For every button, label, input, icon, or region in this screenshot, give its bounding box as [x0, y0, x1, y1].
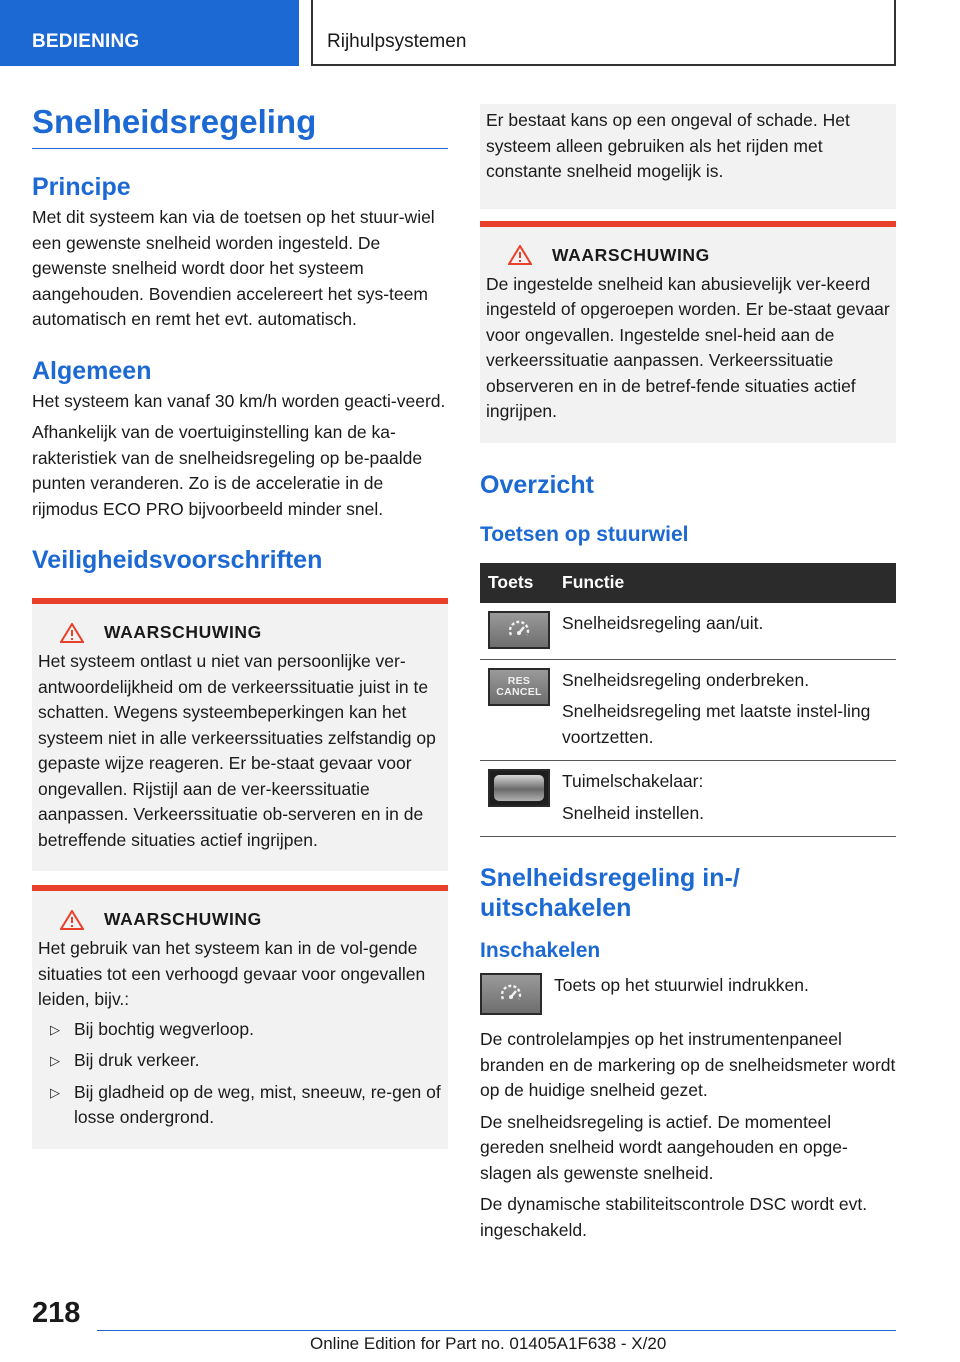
warning-triangle-icon — [508, 245, 532, 265]
heading-veiligheid: Veiligheidsvoorschriften — [32, 546, 323, 574]
left-column — [32, 100, 448, 1149]
subheading-inschakelen: Inschakelen — [480, 939, 601, 962]
footer-divider — [97, 1330, 896, 1331]
heading-principe: Principe — [32, 173, 131, 201]
chapter-title: Rijhulpsystemen — [311, 0, 896, 66]
table-header-functie: Functie — [562, 563, 896, 603]
principe-text: Met dit systeem kan via de toetsen op het stuur-wiel een gewenste snelheid worden ingesteld. De gewenste snelheid wordt door het systeem aangehouden. Bovendien accelereert het sys-teem automatisch en remt het evt. automatisch. — [32, 207, 435, 329]
inschakelen-inline-text: Toets op het stuurwiel indrukken. — [554, 975, 809, 995]
rocker-switch-icon — [488, 769, 550, 807]
warning-text: Het systeem ontlast u niet van persoonlijke ver-antwoordelijkheid om de verkeerssituatie juist in te schatten. Wegens systeembeperkingen kan het systeem niet in alle verkeerssituaties zelfstandig op gepaste wijze reageren. Er be-staat gevaar voor ongevallen. Rijstijl aan de ver-keerssituatie aanpassen. Verkeerssituatie ob-serveren en in de betreffende situaties actief ingrijpen. — [38, 651, 436, 850]
warning-box-2 — [32, 885, 448, 1149]
warning-continued-box — [480, 104, 896, 209]
inschakelen-text-1: De controlelampjes op het instrumentenpaneel branden en de markering op de snelheidsmeter wordt op de huidige snelheid gezet. — [480, 1029, 896, 1100]
heading-overzicht: Overzicht — [480, 470, 594, 499]
warning-box-1 — [32, 598, 448, 871]
table-header-row — [480, 563, 896, 603]
warning-text: Het gebruik van het systeem kan in de vol-gende situaties tot een verhoogd gevaar voor ongevallen leiden, bijv.: — [38, 938, 426, 1009]
list-item: ▷ Bij bochtig wegverloop. — [38, 1017, 442, 1043]
function-text: Snelheidsregeling onderbreken. — [562, 669, 810, 690]
keys-table — [480, 563, 896, 838]
cruise-control-icon — [480, 973, 542, 1015]
function-text: Snelheidsregeling aan/uit. — [562, 612, 764, 633]
inschakelen-text-2: De snelheidsregeling is actief. De momenteel gereden snelheid wordt aangehouden en opge-slagen als gewenste snelheid. — [480, 1111, 848, 1183]
triangle-bullet-icon: ▷ — [50, 1084, 60, 1100]
table-row — [480, 761, 896, 837]
heading-inuit: Snelheidsregeling in-/ uitschakelen — [480, 864, 740, 922]
warning-title: WAARSCHUWING — [104, 909, 262, 929]
warning-triangle-icon — [60, 623, 84, 643]
warning-list — [38, 1017, 442, 1131]
inschakelen-row — [480, 973, 896, 1015]
warning-continued-text: Er bestaat kans op een ongeval of schade. Het systeem alleen gebruiken als het rijden met constante snelheid mogelijk is. — [486, 110, 850, 181]
table-row — [480, 603, 896, 660]
right-column — [480, 104, 896, 1249]
warning-triangle-icon — [60, 910, 84, 930]
table-row — [480, 659, 896, 761]
function-text: Tuimelschakelaar: — [562, 771, 704, 791]
page-number: 218 — [32, 1297, 81, 1329]
triangle-bullet-icon: ▷ — [50, 1053, 60, 1068]
cruise-control-icon — [488, 611, 550, 649]
page-title: Snelheidsregeling — [32, 100, 448, 149]
list-item: ▷ Bij druk verkeer. — [38, 1048, 442, 1074]
heading-algemeen: Algemeen — [32, 356, 152, 385]
warning-text: De ingestelde snelheid kan abusievelijk ver-keerd ingesteld of opgeroepen worden. Er be-staat gevaar voor ongevallen. Ingestelde snel-heid aan de verkeerssituatie aanpassen. Verkeerssituatie observeren en in de betref-fende situaties actief ingrijpen. — [486, 273, 890, 421]
subheading-toetsen: Toetsen op stuurwiel — [480, 522, 689, 546]
warning-title: WAARSCHUWING — [104, 622, 262, 642]
inschakelen-text-3: De dynamische stabiliteitscontrole DSC wordt evt. ingeschakeld. — [480, 1194, 868, 1240]
page-header — [0, 0, 960, 66]
algemeen-text-2: Afhankelijk van de voertuiginstelling kan de ka-rakteristiek van de snelheidsregeling op be-paalde punten veranderen. Zo is de acceleratie in de rijmodus ECO PRO bijvoorbeeld minder snel. — [32, 422, 423, 519]
table-header-toets: Toets — [480, 563, 562, 603]
section-tab: BEDIENING — [0, 0, 299, 66]
list-item: ▷ Bij gladheid op de weg, mist, sneeuw, re-gen of losse ondergrond. — [50, 1081, 441, 1127]
function-text: Snelheidsregeling met laatste instel-ling voortzetten. — [562, 701, 871, 747]
function-text: Snelheid instellen. — [562, 802, 705, 823]
res-cancel-icon: RES CANCEL — [488, 668, 550, 706]
warning-title: WAARSCHUWING — [552, 244, 710, 265]
edition-text: Online Edition for Part no. 01405A1F638 - X/20 — [310, 1334, 667, 1353]
triangle-bullet-icon: ▷ — [50, 1021, 60, 1037]
warning-box-3 — [480, 221, 896, 443]
algemeen-text-1: Het systeem kan vanaf 30 km/h worden geacti-veerd. — [32, 390, 446, 411]
